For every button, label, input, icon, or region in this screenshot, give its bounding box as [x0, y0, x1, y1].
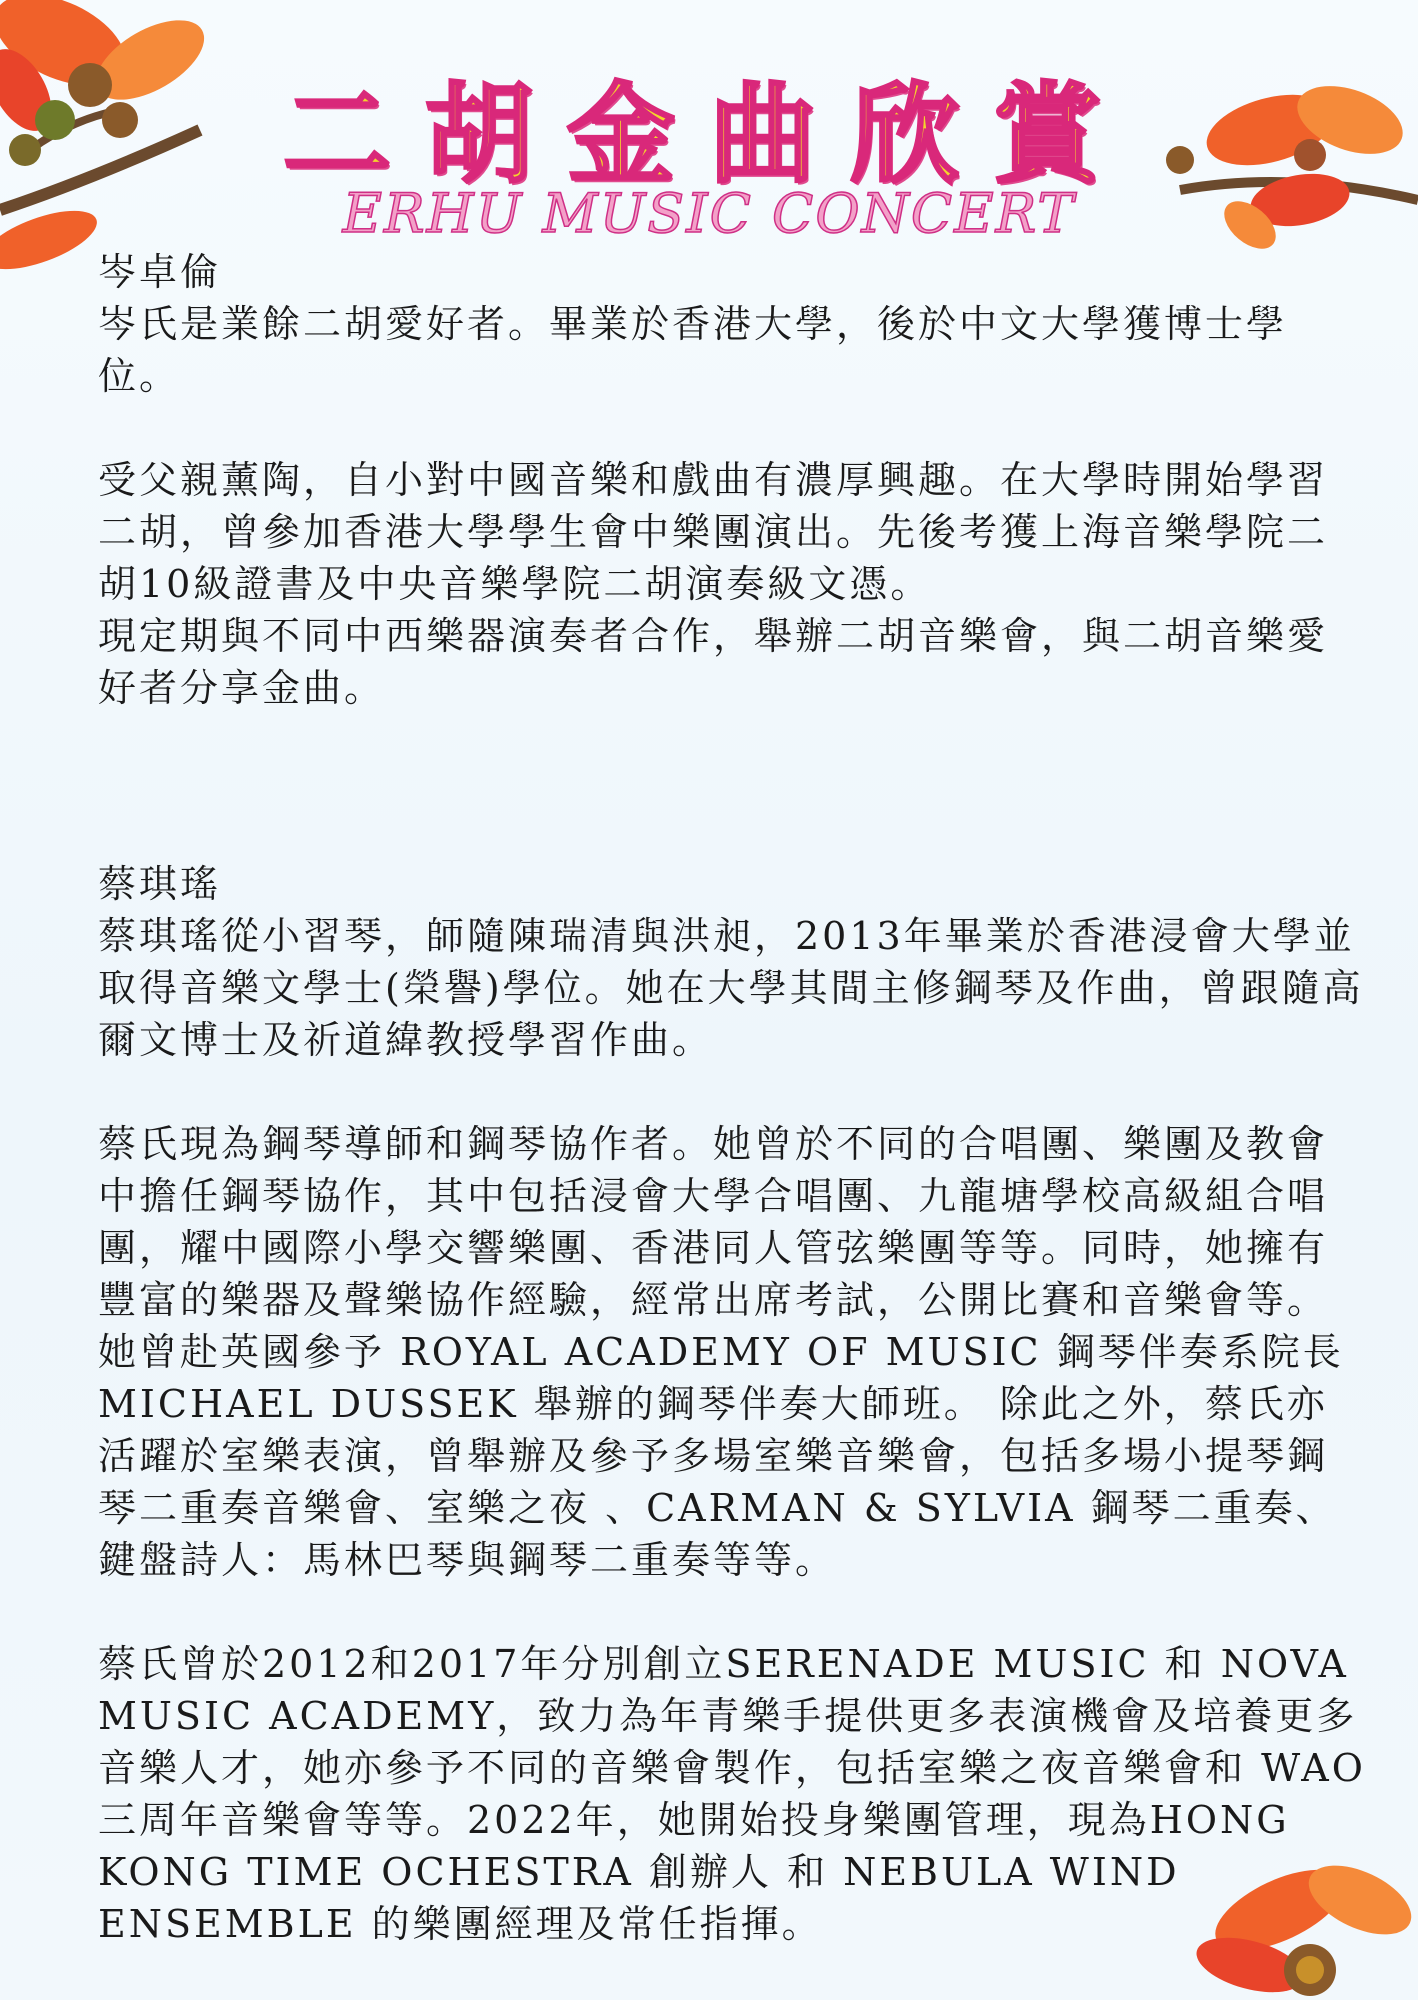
performer-name: 岑卓倫 [98, 250, 222, 294]
performer-name: 蔡琪瑤 [98, 862, 222, 906]
bio-paragraph: 受父親薰陶，自小對中國音樂和戲曲有濃厚興趣。在大學時開始學習二胡，曾參加香港大學學生會中樂團演出。先後考獲上海音樂學院二胡10級證書及中央音樂學院二胡演奏級文憑。 [98, 458, 1329, 606]
page-title: 二胡金曲欣賞 [282, 72, 1135, 198]
document-body [98, 246, 1368, 1950]
bio-paragraph: 岑氏是業餘二胡愛好者。畢業於香港大學，後於中文大學獲博士學位。 [98, 302, 1288, 398]
bio-paragraph: 蔡氏曾於2012和2017年分別創立SERENADE MUSIC 和 NOVA MUSIC ACADEMY，致力為年青樂手提供更多表演機會及培養更多音樂人才，她亦參予不同的音樂會製作，包括室樂之夜音樂會和 WAO 三周年音樂會等等。2022年，她開始投身樂團管理，現為HONG KONG TIME OCHESTRA 創辦人 和 NEBULA WIND ENSEMBLE 的樂團經理及常任指揮。 [98, 1642, 1366, 1946]
bio-paragraph: 蔡琪瑤從小習琴，師隨陳瑞清與洪昶，2013年畢業於香港浸會大學並取得音樂文學士(榮譽)學位。她在大學其間主修鋼琴及作曲，曾跟隨高爾文博士及祈道緯教授學習作曲。 [98, 914, 1364, 1062]
page-subtitle: ERHU MUSIC CONCERT [342, 182, 1076, 245]
bio-paragraph: 現定期與不同中西樂器演奏者合作，舉辦二胡音樂會，與二胡音樂愛好者分享金曲。 [98, 614, 1329, 710]
bio-paragraph: 蔡氏現為鋼琴導師和鋼琴協作者。她曾於不同的合唱團、樂團及教會中擔任鋼琴協作，其中包括浸會大學合唱團、九龍塘學校高級組合唱團，耀中國際小學交響樂團、香港同人管弦樂團等等。同時，她擁有豐富的樂器及聲樂協作經驗，經常出席考試，公開比賽和音樂會等。她曾赴英國參予 ROYAL ACADEMY OF MUSIC 鋼琴伴奏系院長 MICHAEL DUSSEK 舉辦的鋼琴伴奏大師班。 除此之外，蔡氏亦活躍於室樂表演，曾舉辦及參予多場室樂音樂會，包括多場小提琴鋼琴二重奏音樂會、室樂之夜 、CARMAN & SYLVIA 鋼琴二重奏、鍵盤詩人：馬林巴琴與鋼琴二重奏等等。 [98, 1122, 1344, 1582]
